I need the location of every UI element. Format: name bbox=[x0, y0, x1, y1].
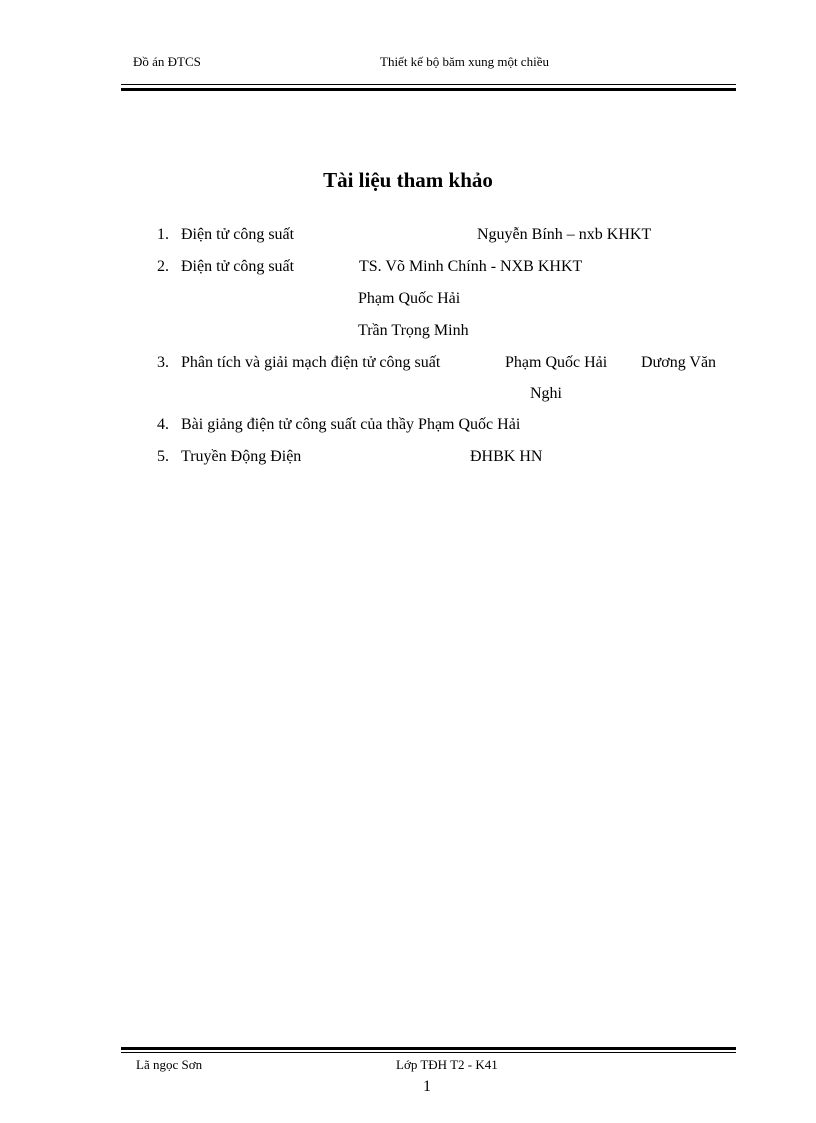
list-item-author: Nguyễn Bính – nxb KHKT bbox=[477, 226, 652, 243]
list-item-author: Phạm Quốc Hải bbox=[505, 354, 608, 371]
list-item-number: 2. bbox=[157, 258, 169, 275]
list-item-coauthor: Dương Văn bbox=[641, 354, 717, 371]
header-rule-thick bbox=[121, 88, 736, 91]
page-number: 1 bbox=[423, 1078, 431, 1095]
header-left: Đồ án ĐTCS bbox=[133, 54, 201, 69]
page-title: Tài liệu tham khảo bbox=[323, 168, 493, 192]
footer-class: Lớp TĐH T2 - K41 bbox=[396, 1057, 498, 1072]
list-item-title: Bài giảng điện tử công suất của thầy Phạm Quốc Hải bbox=[181, 416, 521, 433]
list-item-number: 4. bbox=[157, 416, 169, 433]
list-item-number: 5. bbox=[157, 448, 169, 465]
list-item-coauthor: Phạm Quốc Hải bbox=[358, 290, 461, 307]
list-item-title: Truyền Động Điện bbox=[181, 448, 302, 465]
list-item-title: Điện tử công suất bbox=[181, 258, 295, 275]
list-item-coauthor: Trần Trọng Minh bbox=[358, 322, 469, 339]
footer-author: Lã ngọc Sơn bbox=[136, 1057, 203, 1072]
list-item-author: TS. Võ Minh Chính - NXB KHKT bbox=[359, 258, 583, 275]
list-item-title: Phân tích và giải mạch điện tử công suất bbox=[181, 354, 441, 371]
footer-rule-thin bbox=[121, 1052, 736, 1053]
header-rule-thin bbox=[121, 84, 736, 85]
list-item-title: Điện tử công suất bbox=[181, 226, 295, 243]
list-item-number: 1. bbox=[157, 226, 169, 243]
header-center: Thiết kế bộ băm xung một chiều bbox=[380, 54, 549, 69]
list-item-coauthor-cont: Nghi bbox=[530, 385, 562, 402]
list-item-author: ĐHBK HN bbox=[470, 448, 543, 465]
footer-rule-thick bbox=[121, 1047, 736, 1050]
list-item-number: 3. bbox=[157, 354, 169, 371]
